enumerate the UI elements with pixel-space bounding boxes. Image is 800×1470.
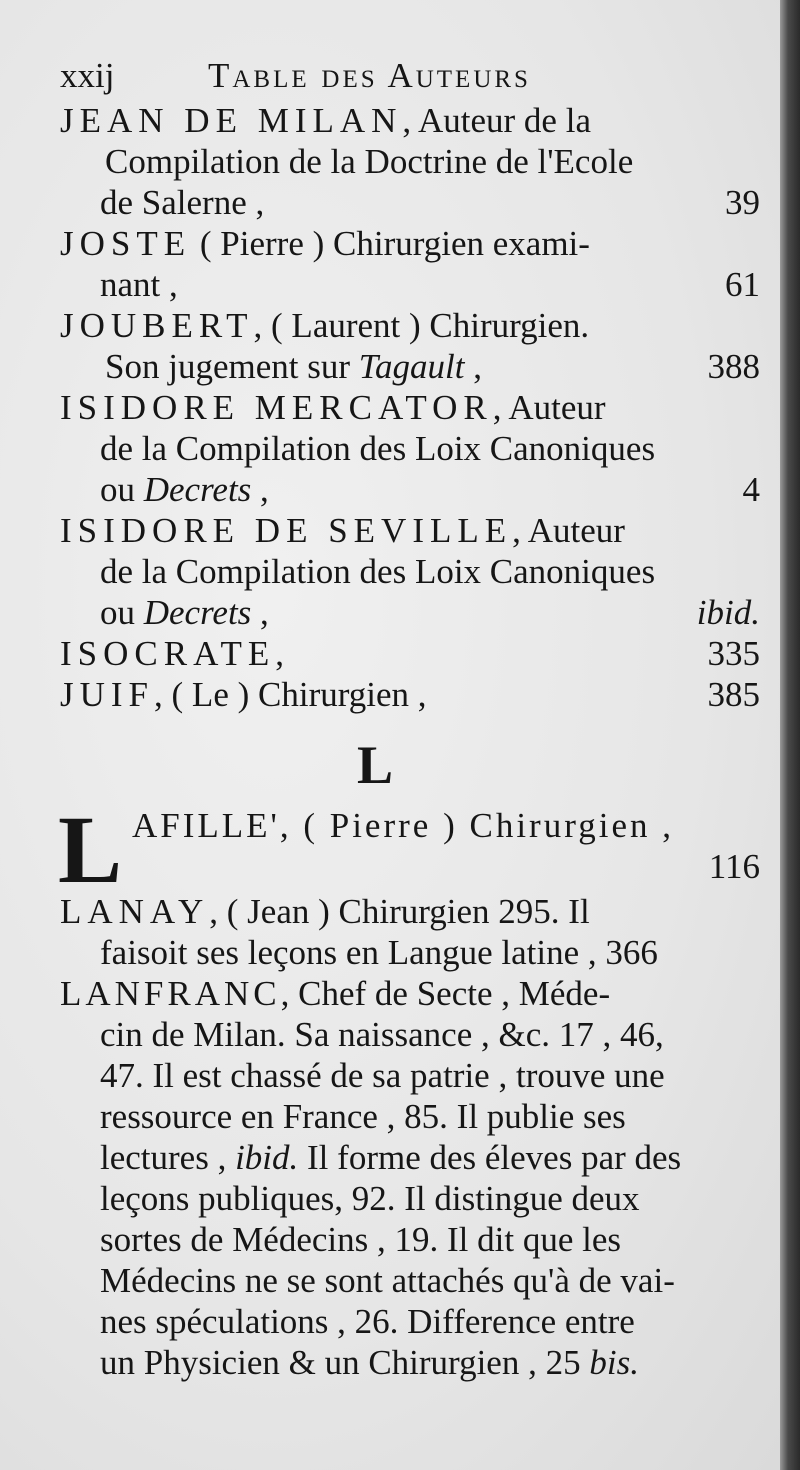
entry-name: ISIDORE MERCATOR bbox=[60, 388, 493, 427]
entry-lanay-line2: faisoit ses leçons en Langue latine , 366 bbox=[100, 933, 658, 972]
entry-lanfranc-line: nes spéculations , 26. Difference entre bbox=[100, 1302, 635, 1341]
entry-joubert-line1: JOUBERT, ( Laurent ) Chirurgien. bbox=[60, 306, 590, 345]
entry-lanfranc-line: leçons publiques, 92. Il distingue deux bbox=[100, 1179, 640, 1218]
drop-cap: L bbox=[58, 796, 123, 903]
entry-isidore-de-seville-line3: ou Decrets , ibid. bbox=[100, 593, 760, 632]
entry-name: ISIDORE DE SEVILLE bbox=[60, 511, 513, 550]
entry-jean-de-milan-line3: de Salerne , 39 bbox=[100, 183, 760, 222]
entry-name: ISOCRATE bbox=[60, 634, 276, 673]
entry-lanfranc-line: sortes de Médecins , 19. Il dit que les bbox=[100, 1220, 622, 1259]
entry-lanfranc-line: un Physicien & un Chirurgien , 25 bis. bbox=[100, 1343, 639, 1382]
entry-isocrate: ISOCRATE, 335 bbox=[60, 634, 760, 673]
page-ref: 61 bbox=[725, 265, 760, 304]
entry-name: LANFRANC bbox=[60, 974, 281, 1013]
entry-isidore-mercator-line1: ISIDORE MERCATOR, Auteur bbox=[60, 388, 606, 427]
entry-jean-de-milan-line1: JEAN DE MILAN, Auteur de la bbox=[60, 101, 591, 140]
page-ref: 388 bbox=[707, 347, 760, 386]
page-ref: 39 bbox=[725, 183, 760, 222]
entry-joubert-line2: Son jugement sur Tagault , 388 bbox=[105, 347, 760, 386]
entry-name: JEAN DE MILAN bbox=[60, 101, 403, 140]
page-ref: ibid. bbox=[696, 593, 760, 632]
entry-isidore-de-seville-line2: de la Compilation des Loix Canoniques bbox=[100, 552, 656, 591]
page-ref: 116 bbox=[708, 847, 760, 886]
entry-isidore-de-seville-line1: ISIDORE DE SEVILLE, Auteur bbox=[60, 511, 625, 550]
entry-jean-de-milan-line2: Compilation de la Doctrine de l'Ecole bbox=[105, 142, 634, 181]
page-ref: 335 bbox=[707, 634, 760, 673]
entry-joste-line1: JOSTE ( Pierre ) Chirurgien exami- bbox=[60, 224, 590, 263]
running-header bbox=[60, 52, 760, 100]
page-ref: 385 bbox=[707, 675, 760, 714]
running-title: Table des Auteurs bbox=[208, 56, 531, 95]
entry-joste-line2: nant , 61 bbox=[100, 265, 760, 304]
entry-isidore-mercator-line3: ou Decrets , 4 bbox=[100, 470, 760, 509]
page-number: xxij bbox=[60, 56, 115, 95]
entry-lafille: L AFILLE', ( Pierre ) Chirurgien , 116 bbox=[58, 796, 760, 903]
entry-lanfranc-line: Médecins ne se sont attachés qu'à de vai- bbox=[100, 1261, 675, 1300]
page-gutter bbox=[780, 0, 800, 1470]
entry-isidore-mercator-line2: de la Compilation des Loix Canoniques bbox=[100, 429, 656, 468]
entry-name: LANAY bbox=[60, 892, 210, 931]
index-text bbox=[60, 52, 760, 1383]
entry-lanfranc-line: lectures , ibid. Il forme des éleves par des bbox=[100, 1138, 682, 1177]
section-letter-heading: L bbox=[356, 735, 394, 795]
entry-lanfranc-line: 47. Il est chassé de sa patrie , trouve une bbox=[100, 1056, 665, 1095]
entry-juif: JUIF, ( Le ) Chirurgien , 385 bbox=[60, 675, 760, 714]
page-ref: 4 bbox=[742, 470, 760, 509]
entry-name: JOSTE bbox=[60, 224, 192, 263]
entry-lanay-line1: LANAY, ( Jean ) Chirurgien 295. Il bbox=[60, 892, 590, 931]
entry-name: JOUBERT bbox=[60, 306, 254, 345]
entry-name: JUIF bbox=[60, 675, 155, 714]
entry-lanfranc-line: ressource en France , 85. Il publie ses bbox=[100, 1097, 626, 1136]
entry-lanfranc-line: cin de Milan. Sa naissance , &c. 17 , 46, bbox=[100, 1015, 664, 1054]
entry-lanfranc-line1: LANFRANC, Chef de Secte , Méde- bbox=[60, 974, 611, 1013]
